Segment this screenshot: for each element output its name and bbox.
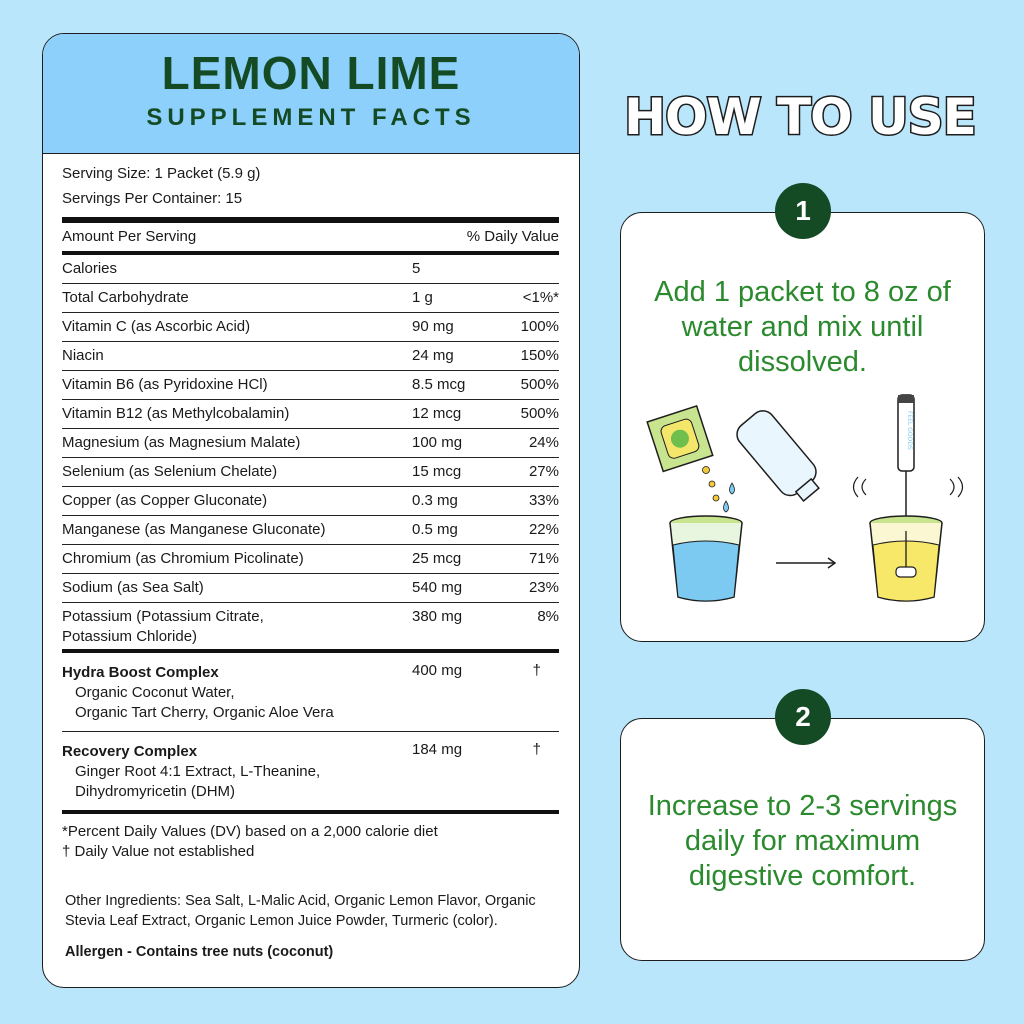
- nutrient-amount: 24 mg: [412, 347, 454, 364]
- facts-subtitle: SUPPLEMENT FACTS: [146, 104, 476, 131]
- nutrient-amount: 100 mg: [412, 434, 463, 451]
- step-instruction: Add 1 packet to 8 oz of water and mix until dissolved.: [654, 276, 951, 378]
- complex-dv: †: [532, 662, 541, 679]
- nutrient-dv: 27%: [528, 463, 559, 480]
- nutrient-name: Calories: [62, 260, 118, 277]
- complex-ingredients: Organic Coconut Water,: [75, 684, 235, 701]
- complex-ingredients: Organic Tart Cherry, Organic Aloe Vera: [75, 704, 334, 721]
- nutrient-row: [62, 283, 559, 312]
- step-2-card: [620, 701, 985, 961]
- nutrient-row: [62, 399, 559, 428]
- nutrient-dv: 33%: [528, 492, 559, 509]
- packet-icon: [647, 406, 713, 472]
- powder-drop-icon: [713, 495, 719, 501]
- mixing-illustration: [636, 391, 971, 621]
- nutrient-amount: 90 mg: [412, 318, 454, 335]
- nutrient-dv: 24%: [528, 434, 559, 451]
- nutrient-dv: 100%: [520, 318, 559, 335]
- water-drop-icon: [730, 483, 735, 494]
- dv-footnote: *Percent Daily Values (DV) based on a 2,000 calorie diet: [62, 823, 438, 840]
- nutrient-dv: 23%: [528, 579, 559, 596]
- complex-row: [62, 653, 559, 731]
- nutrient-name: Copper (as Copper Gluconate): [62, 492, 268, 509]
- nutrient-row: [62, 255, 559, 283]
- nutrient-row: [62, 573, 559, 602]
- nutrient-name: Vitamin B6 (as Pyridoxine HCl): [62, 376, 268, 393]
- motion-mark-icon: [854, 477, 859, 497]
- how-to-use-title: HOW TO USE: [624, 88, 976, 146]
- nutrient-dv: 71%: [528, 550, 559, 567]
- nutrient-name: Chromium (as Chromium Picolinate): [62, 550, 304, 567]
- nutrient-amount: 5: [412, 260, 421, 277]
- dv-header: % Daily Value: [466, 228, 559, 245]
- allergen-statement: Allergen - Contains tree nuts (coconut): [65, 944, 334, 960]
- nutrient-dv: 150%: [520, 347, 559, 364]
- nutrient-name-line: Potassium (Potassium Citrate,: [62, 608, 264, 625]
- column-header-row: [62, 223, 559, 251]
- nutrient-dv: 500%: [520, 376, 559, 393]
- facts-header: [43, 34, 579, 154]
- nutrient-name: Magnesium (as Magnesium Malate): [62, 434, 301, 451]
- other-ingredients: Other Ingredients: Sea Salt, L-Malic Acid, Organic Lemon Flavor, Organic Stevia Leaf Extract, Organic Lemon Juice Powder, Turmeric (color).: [65, 893, 536, 929]
- nutrient-row: [62, 428, 559, 457]
- nutrient-name: Vitamin B12 (as Methylcobalamin): [62, 405, 290, 422]
- powder-drop-icon: [709, 481, 715, 487]
- nutrient-row: [62, 515, 559, 544]
- amount-header: Amount Per Serving: [62, 228, 197, 245]
- nutrient-name: Sodium (as Sea Salt): [62, 579, 204, 596]
- nutrient-name: Manganese (as Manganese Gluconate): [62, 521, 326, 538]
- nutrient-row: [62, 312, 559, 341]
- complex-dv: †: [532, 741, 541, 758]
- motion-mark-icon: [958, 477, 963, 497]
- glass-of-lemon-drink-icon: [870, 516, 942, 601]
- motion-mark-icon: [950, 479, 954, 495]
- nutrient-row: [62, 341, 559, 370]
- complex-amount: 184 mg: [412, 741, 463, 758]
- water-drop-icon: [724, 501, 729, 512]
- facts-body: [43, 161, 579, 960]
- dv-not-established-footnote: † Daily Value not established: [62, 843, 255, 860]
- nutrient-amount: 15 mcg: [412, 463, 462, 480]
- nutrient-amount: 8.5 mcg: [412, 376, 466, 393]
- glass-of-water-icon: [670, 516, 742, 601]
- nutrient-amount: 25 mcg: [412, 550, 462, 567]
- nutrient-name: Vitamin C (as Ascorbic Acid): [62, 318, 251, 335]
- complex-row: [62, 732, 559, 810]
- frother-brand-label: FEEL GOODS: [906, 411, 913, 450]
- complex-amount: 400 mg: [412, 662, 463, 679]
- step-number-badge: 1: [775, 183, 831, 239]
- nutrient-name-line: Potassium Chloride): [62, 628, 198, 645]
- powder-drop-icon: [703, 467, 710, 474]
- nutrient-dv: 500%: [520, 405, 559, 422]
- nutrient-amount: 12 mcg: [412, 405, 462, 422]
- step-instruction: Increase to 2-3 servings daily for maximum digestive comfort.: [647, 790, 958, 892]
- nutrient-row: [62, 457, 559, 486]
- serving-size: Serving Size: 1 Packet (5.9 g): [62, 165, 261, 182]
- nutrient-name: Selenium (as Selenium Chelate): [62, 463, 278, 480]
- nutrient-row: [62, 602, 559, 649]
- water-bottle-icon: [732, 406, 827, 508]
- nutrient-name: Total Carbohydrate: [62, 289, 189, 306]
- nutrient-row: [62, 370, 559, 399]
- nutrient-name: Niacin: [62, 347, 104, 364]
- nutrient-row: [62, 486, 559, 515]
- nutrient-dv: <1%*: [522, 289, 559, 306]
- complex-ingredients: Dihydromyricetin (DHM): [75, 783, 236, 800]
- nutrient-amount: 0.5 mg: [412, 521, 458, 538]
- nutrient-amount: 380 mg: [412, 608, 463, 625]
- complex-name: Recovery Complex: [62, 743, 198, 760]
- nutrient-amount: 1 g: [412, 289, 433, 306]
- nutrient-dv: 22%: [528, 521, 559, 538]
- nutrient-dv: 8%: [537, 608, 559, 625]
- medium-divider: [62, 810, 559, 814]
- step-1-card: [620, 195, 985, 642]
- nutrient-amount: 540 mg: [412, 579, 463, 596]
- product-title: LEMON LIME: [161, 47, 461, 99]
- nutrient-row: [62, 544, 559, 573]
- servings-per-container: Servings Per Container: 15: [62, 190, 243, 207]
- complex-name: Hydra Boost Complex: [62, 664, 219, 681]
- supplement-facts-panel: [42, 33, 580, 988]
- step-number-badge: 2: [775, 689, 831, 745]
- arrow-right-icon: [776, 558, 835, 568]
- nutrient-name: [62, 607, 264, 647]
- nutrient-amount: 0.3 mg: [412, 492, 458, 509]
- motion-mark-icon: [862, 479, 866, 495]
- complex-ingredients: Ginger Root 4:1 Extract, L-Theanine,: [75, 763, 321, 780]
